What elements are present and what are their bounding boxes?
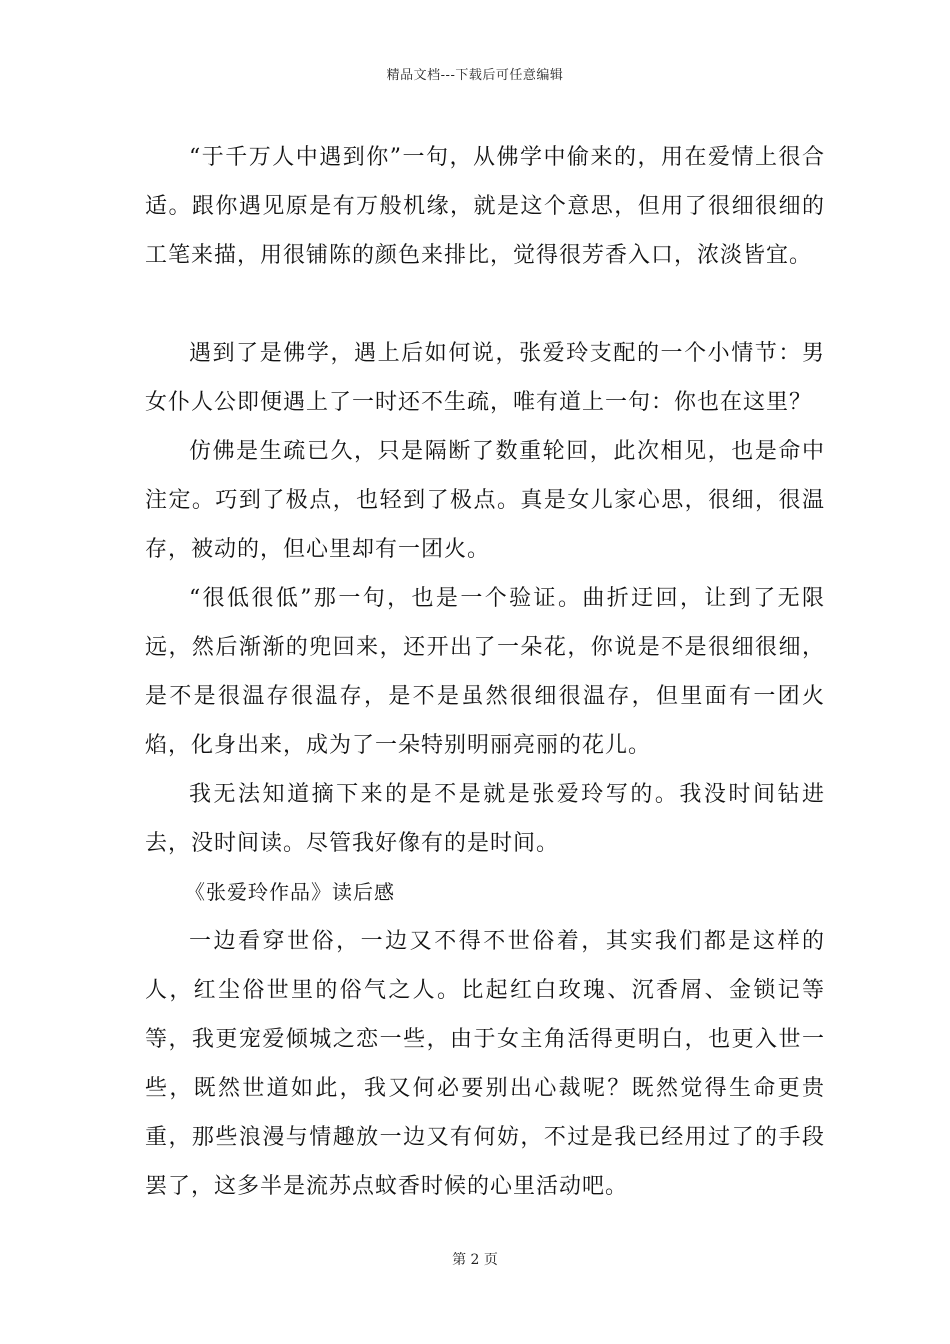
section-title: 《张爱玲作品》读后感 [185,880,395,904]
paragraph-4: “很低很低”那一句，也是一个验证。曲折迂回，让到了无限远，然后渐渐的兜回来，还开出了一朵花，你说是不是很细很细，是不是很温存很温存，是不是虽然很细很温存，但里面有一团火焰，化身出来，成为了一朵特别明丽亮丽的花儿。 [145,586,825,758]
paragraph-2: 遇到了是佛学，遇上后如何说，张爱玲支配的一个小情节：男女仆人公即便遇上了一时还不生疏，唯有道上一句：你也在这里？ [145,341,825,415]
paragraph-3: 仿佛是生疏已久，只是隔断了数重轮回，此次相见，也是命中注定。巧到了极点，也轻到了极点。真是女儿家心思，很细，很温存，被动的，但心里却有一团火。 [145,439,825,562]
document-body [145,133,825,1211]
paragraph-6: 一边看穿世俗，一边又不得不世俗着，其实我们都是这样的人，红尘俗世里的俗气之人。比起红白玫瑰、沉香屑、金锁记等等，我更宠爱倾城之恋一些，由于女主角活得更明白，也更入世一些，既然世道如此，我又何必要别出心裁呢？既然觉得生命更贵重，那些浪漫与情趣放一边又有何妨，不过是我已经用过了的手段罢了，这多半是流苏点蚊香时候的心里活动吧。 [145,929,825,1199]
page-number: 第 2 页 [452,1252,498,1268]
page-header: 精品文档---下载后可任意编辑 [386,68,564,83]
paragraph-5: 我无法知道摘下来的是不是就是张爱玲写的。我没时间钻进去，没时间读。尽管我好像有的是时间。 [145,782,825,856]
paragraph-1: “于千万人中遇到你”一句，从佛学中偷来的，用在爱情上很合适。跟你遇见原是有万般机缘，就是这个意思，但用了很细很细的工笔来描，用很铺陈的颜色来排比，觉得很芳香入口，浓淡皆宜。 [145,145,825,268]
